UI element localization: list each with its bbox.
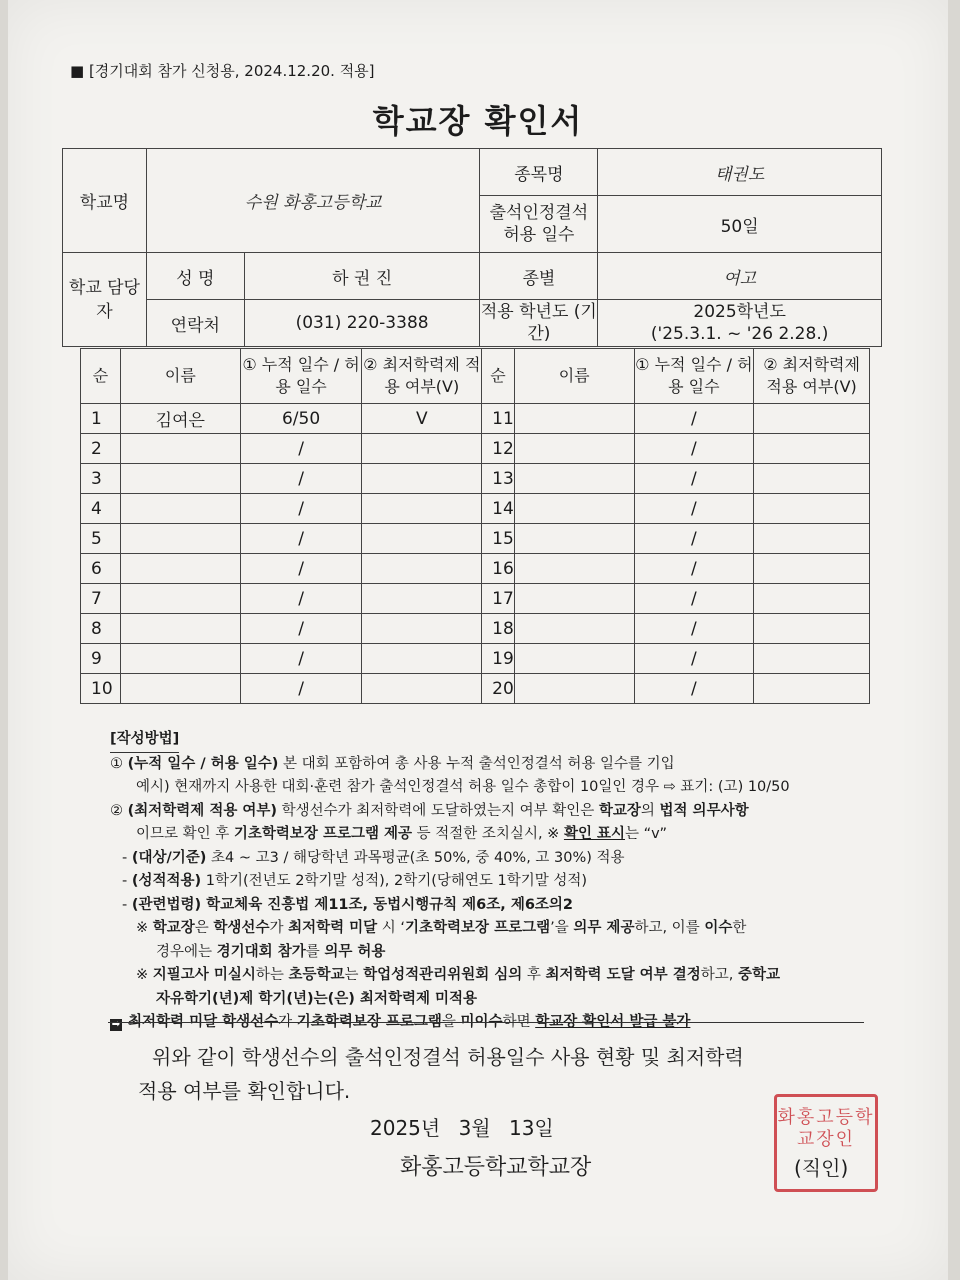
cell-check — [754, 584, 870, 614]
school-value: 수원 화홍고등학교 — [146, 149, 480, 253]
cell-days: / — [634, 434, 754, 464]
cell-name — [120, 554, 240, 584]
arrow-right-icon: ➡ — [111, 1019, 121, 1030]
cell-check — [754, 434, 870, 464]
cell-no: 7 — [81, 584, 121, 614]
table-row — [81, 554, 870, 584]
cell-name — [120, 524, 240, 554]
cell-days: / — [240, 674, 362, 704]
cell-no: 10 — [81, 674, 121, 704]
manager-label: 학교 담당자 — [63, 253, 147, 347]
col-days-left: ① 누적 일수 / 허용 일수 — [240, 349, 362, 404]
roster-body — [81, 404, 870, 704]
cell-check — [754, 464, 870, 494]
col-check-left: ② 최저학력제 적용 여부(V) — [362, 349, 482, 404]
cell-days: / — [634, 674, 754, 704]
contact-label: 연락처 — [146, 300, 244, 347]
cell-days: / — [240, 524, 362, 554]
cell-check — [754, 614, 870, 644]
table-row — [81, 464, 870, 494]
cell-days: 6/50 — [240, 404, 362, 434]
cell-name — [120, 674, 240, 704]
cell-check — [754, 644, 870, 674]
document-page — [8, 0, 948, 1280]
type-value: 여고 — [598, 253, 882, 300]
cell-check — [362, 494, 482, 524]
cell-check — [754, 404, 870, 434]
cell-check — [362, 674, 482, 704]
cell-days: / — [634, 554, 754, 584]
year-label: 적용 학년도 (기간) — [480, 300, 598, 347]
cell-check — [362, 614, 482, 644]
cell-check — [362, 434, 482, 464]
cell-days: / — [634, 584, 754, 614]
cell-name — [514, 434, 634, 464]
cell-name — [120, 584, 240, 614]
cell-no: 18 — [482, 614, 515, 644]
guide-line: 이므로 확인 후 기초학력보장 프로그램 제공 등 적절한 조치실시, ※ 확인 표시는 “v” — [136, 826, 667, 842]
guide-line: - (대상/기준) 초4 ~ 고3 / 해당학년 과목평균(초 50%, 중 40%, 고 30%) 적용 — [122, 849, 625, 866]
cell-check — [754, 554, 870, 584]
cell-name — [120, 434, 240, 464]
type-label: 종별 — [480, 253, 598, 300]
col-name-left: 이름 — [120, 349, 240, 404]
guide-line: 경우에는 경기대회 참가를 의무 허용 — [156, 943, 386, 960]
cell-name — [514, 464, 634, 494]
cell-check — [362, 554, 482, 584]
col-check-right: ② 최저학력제 적용 여부(V) — [754, 349, 870, 404]
sport-label: 종목명 — [480, 149, 598, 196]
cell-no: 4 — [81, 494, 121, 524]
cell-days: / — [240, 434, 362, 464]
year-cell — [598, 300, 882, 347]
guide-line: ※ 지필고사 미실시하는 초등학교는 학업성적관리위원회 심의 후 최저학력 도달 여부 결정하고, 중학교 — [136, 967, 780, 983]
cell-days: / — [634, 494, 754, 524]
cell-no: 2 — [81, 434, 121, 464]
roster-table — [80, 348, 870, 704]
cell-name — [120, 494, 240, 524]
cell-days: / — [240, 614, 362, 644]
guide-line: ➡ 최저학력 미달 학생선수가 기초학력보장 프로그램을 미이수하면 학교장 확인서 발급 불가 — [111, 1014, 691, 1030]
cell-check — [362, 644, 482, 674]
sport-value: 태권도 — [598, 149, 882, 196]
allowed-label: 출석인정결석 허용 일수 — [480, 196, 598, 253]
cell-no: 8 — [81, 614, 121, 644]
issue-date: 2025년 3월 13일 — [370, 1116, 554, 1140]
year-period: ('25.3.1. ~ '26 2.28.) — [650, 324, 829, 344]
guide-title: [작성방법] — [110, 728, 179, 753]
cell-no: 9 — [81, 644, 121, 674]
divider — [108, 1022, 864, 1023]
table-row — [81, 584, 870, 614]
cell-days: / — [634, 524, 754, 554]
cell-no: 15 — [482, 524, 515, 554]
cell-no: 5 — [81, 524, 121, 554]
cell-check — [362, 584, 482, 614]
cell-name — [514, 524, 634, 554]
page-title: 학교장 확인서 — [372, 102, 584, 140]
contact-value: (031) 220-3388 — [244, 300, 480, 347]
cell-no: 17 — [482, 584, 515, 614]
table-row — [81, 434, 870, 464]
cell-days: / — [240, 584, 362, 614]
col-no-left: 순 — [81, 349, 121, 404]
cell-no: 3 — [81, 464, 121, 494]
cell-days: / — [634, 404, 754, 434]
cell-check — [362, 464, 482, 494]
cell-no: 13 — [482, 464, 515, 494]
name-value: 하 권 진 — [244, 253, 480, 300]
form-note: ■ [경기대회 참가 신청용, 2024.12.20. 적용] — [70, 62, 375, 80]
guide-line: 자유학기(년)제 학기(년)는(은) 최저학력제 미적용 — [156, 990, 478, 1007]
info-table — [62, 148, 882, 347]
table-row — [81, 674, 870, 704]
cell-name — [514, 674, 634, 704]
table-row — [81, 404, 870, 434]
cell-no: 1 — [81, 404, 121, 434]
seal-label: (직인) — [794, 1156, 849, 1180]
col-no-right: 순 — [482, 349, 515, 404]
table-row — [81, 644, 870, 674]
cell-no: 14 — [482, 494, 515, 524]
col-days-right: ① 누적 일수 / 허용 일수 — [634, 349, 754, 404]
cell-days: / — [240, 554, 362, 584]
cell-no: 11 — [482, 404, 515, 434]
cell-no: 19 — [482, 644, 515, 674]
cell-check: V — [362, 404, 482, 434]
guide-line: 예시) 현재까지 사용한 대회·훈련 참가 출석인정결석 허용 일수 총합이 10일인 경우 ⇨ 표기: (고) 10/50 — [136, 779, 790, 795]
col-name-right: 이름 — [514, 349, 634, 404]
cell-name — [120, 644, 240, 674]
cell-check — [754, 524, 870, 554]
name-label: 성 명 — [146, 253, 244, 300]
guide-line: ※ 학교장은 학생선수가 최저학력 미달 시 ‘기초학력보장 프로그램’을 의무 제공하고, 이를 이수한 — [136, 920, 747, 936]
cell-check — [362, 524, 482, 554]
guide-line: ① (누적 일수 / 허용 일수) 본 대회 포함하여 총 사용 누적 출석인정결석 허용 일수를 기입 — [110, 755, 675, 772]
guide-line: - (관련법령) 학교체육 진흥법 제11조, 동법시행규칙 제6조, 제6조의2 — [122, 896, 574, 913]
cell-name: 김여은 — [120, 404, 240, 434]
guide-line: ② (최저학력제 적용 여부) 학생선수가 최저학력에 도달하였는지 여부 확인은 학교장의 법적 의무사항 — [110, 802, 749, 819]
cell-name — [120, 614, 240, 644]
cell-no: 6 — [81, 554, 121, 584]
cell-days: / — [634, 464, 754, 494]
cell-name — [514, 644, 634, 674]
cell-name — [514, 494, 634, 524]
guide-line: - (성적적용) 1학기(전년도 2학기말 성적), 2학기(당해연도 1학기말 성적) — [122, 873, 588, 889]
allowed-value: 50일 — [598, 196, 882, 253]
cell-check — [754, 674, 870, 704]
cell-no: 16 — [482, 554, 515, 584]
cell-name — [514, 554, 634, 584]
cell-days: / — [634, 614, 754, 644]
cell-no: 12 — [482, 434, 515, 464]
cell-days: / — [240, 494, 362, 524]
cell-check — [754, 494, 870, 524]
year-value: 2025학년도 — [693, 302, 786, 322]
confirmation-text: 위와 같이 학생선수의 출석인정결석 허용일수 사용 현황 및 최저학력 적용 여부를 확인합니다. — [138, 1045, 744, 1103]
cell-days: / — [240, 644, 362, 674]
cell-name — [514, 404, 634, 434]
cell-name — [120, 464, 240, 494]
table-row — [81, 524, 870, 554]
school-label: 학교명 — [63, 149, 147, 253]
cell-no: 20 — [482, 674, 515, 704]
cell-days: / — [240, 464, 362, 494]
table-row — [81, 614, 870, 644]
cell-name — [514, 614, 634, 644]
guide-section — [110, 728, 890, 1035]
cell-days: / — [634, 644, 754, 674]
cell-name — [514, 584, 634, 614]
official-seal: 화홍고등학교장인 — [774, 1094, 878, 1192]
principal-name: 화홍고등학교학교장 — [400, 1155, 592, 1180]
table-row — [81, 494, 870, 524]
